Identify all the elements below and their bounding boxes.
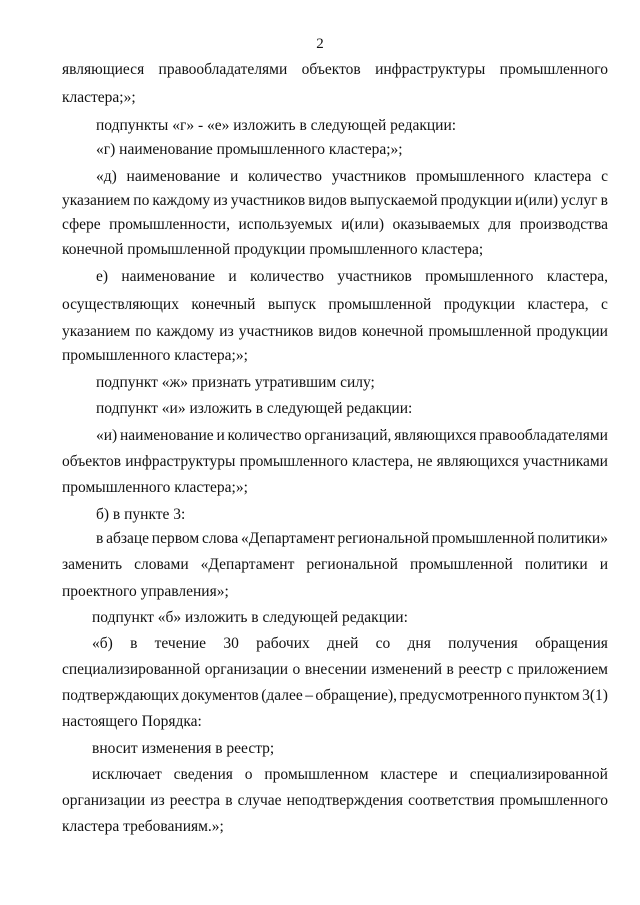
word: организаций, — [304, 427, 392, 444]
word: реестр — [458, 661, 502, 678]
word: количество — [227, 427, 302, 444]
word: сфере — [62, 216, 101, 233]
text-line — [62, 192, 608, 210]
word: в — [225, 792, 233, 809]
text-line: настоящего Порядка: — [62, 713, 202, 730]
word: участников — [238, 323, 314, 340]
word: кластера, — [546, 268, 608, 285]
word: промышленном — [264, 766, 369, 783]
word: региональной — [337, 530, 430, 547]
text-line — [96, 268, 608, 286]
word: выпускаемой — [349, 192, 438, 209]
text-line — [62, 453, 608, 471]
word: наименование — [126, 168, 221, 185]
word: в — [96, 530, 104, 547]
word: обращения — [535, 635, 608, 652]
word: из — [219, 323, 234, 340]
text-line — [96, 427, 608, 445]
word: производства — [519, 216, 608, 233]
word: и — [229, 168, 239, 185]
word: и(или) — [341, 216, 385, 233]
word: осуществляющих — [62, 296, 179, 313]
word: слова — [201, 530, 239, 547]
word: специализированной — [62, 661, 201, 678]
word: обращение), — [315, 687, 397, 704]
word: сведения — [173, 766, 233, 783]
word: и — [216, 427, 225, 444]
word: оказываемых — [392, 216, 480, 233]
word: из — [213, 192, 228, 209]
word: каждому — [156, 323, 215, 340]
text-line — [62, 61, 608, 79]
text-line: промышленного кластера;»; — [62, 479, 248, 496]
word: в — [600, 192, 608, 209]
word: «Департамент — [241, 530, 335, 547]
word: кластера, — [352, 453, 414, 470]
word: указанием — [62, 192, 131, 209]
word: политики» — [537, 530, 608, 547]
word: 30 — [223, 635, 239, 652]
text-line: промышленного кластера;»; — [62, 347, 248, 364]
word: заменить — [62, 556, 123, 573]
word: указанием — [62, 323, 131, 340]
word: участников — [230, 192, 306, 209]
word: в — [130, 635, 138, 652]
text-line: подпункт «ж» признать утратившим силу; — [96, 374, 375, 391]
word: 3(1) — [582, 687, 608, 704]
word: реестра — [169, 792, 221, 809]
text-line: конечной промышленной продукции промышленного кластера; — [62, 241, 484, 258]
word: инфраструктуры — [125, 453, 236, 470]
word: выпуск — [267, 296, 317, 313]
word: количество — [247, 168, 322, 185]
word: дня — [407, 635, 431, 652]
word: участников — [337, 268, 412, 285]
word: продукции — [440, 192, 512, 209]
text-line — [92, 635, 608, 653]
text-line — [62, 216, 608, 234]
word: промышленности, — [109, 216, 230, 233]
word: с — [601, 168, 608, 185]
word: специализированной — [469, 766, 608, 783]
word: предусмотренного — [399, 687, 522, 704]
word: с — [506, 661, 514, 678]
word: правообладателями — [158, 61, 288, 78]
word: видов — [308, 192, 347, 209]
word: правообладателями — [479, 427, 608, 444]
word: конечный — [191, 296, 256, 313]
word: промышленной — [428, 323, 532, 340]
word: – — [305, 687, 313, 704]
word: промышленной — [409, 556, 513, 573]
word: являющихся — [394, 427, 477, 444]
word: «б) — [92, 635, 113, 652]
word: объектов — [301, 61, 361, 78]
word: по — [135, 323, 152, 340]
text-line — [62, 792, 608, 810]
word: о — [292, 661, 301, 678]
word: каждому — [152, 192, 211, 209]
word: промышленного — [425, 268, 534, 285]
word: кластере — [380, 766, 438, 783]
word: продукции — [443, 296, 516, 313]
word: услуг — [561, 192, 598, 209]
text-line: подпункты «г» - «е» изложить в следующей редакции: — [96, 117, 457, 134]
word: и — [449, 766, 458, 783]
text-line — [62, 687, 608, 705]
word: изменений — [371, 661, 443, 678]
word: абзаце — [106, 530, 150, 547]
word: подтверждающих — [62, 687, 180, 704]
word: внесении — [304, 661, 367, 678]
text-line: кластера требованиям.»; — [62, 818, 224, 835]
word: не — [417, 453, 433, 470]
page-number: 2 — [316, 36, 324, 52]
word: о — [244, 766, 253, 783]
word: политики — [524, 556, 588, 573]
word: участников — [331, 168, 407, 185]
word: промышленного — [239, 453, 348, 470]
word: е) — [96, 268, 109, 285]
word: являющихся — [436, 453, 519, 470]
word: соответствия — [408, 792, 495, 809]
word: «и) — [96, 427, 118, 444]
text-line: подпункт «и» изложить в следующей редакции: — [96, 400, 413, 417]
word: кластера — [534, 168, 592, 185]
word: с — [601, 296, 608, 313]
word: «д) — [96, 168, 117, 185]
word: наименование — [120, 427, 214, 444]
text-line — [62, 661, 608, 679]
word: промышленного — [415, 168, 525, 185]
text-line — [62, 556, 608, 574]
word: приложением — [517, 661, 608, 678]
word: в — [446, 661, 454, 678]
text-line — [96, 168, 608, 186]
word: по — [133, 192, 150, 209]
word: и(или) — [515, 192, 558, 209]
text-line: кластера;»; — [62, 89, 136, 106]
word: участниками — [523, 453, 608, 470]
word: являющиеся — [62, 61, 145, 78]
text-line — [92, 766, 608, 784]
word: промышленной — [431, 530, 535, 547]
word: используемых — [238, 216, 333, 233]
word: рабочих — [256, 635, 310, 652]
word: документов — [181, 687, 259, 704]
text-line: вносит изменения в реестр; — [92, 740, 275, 757]
word: продукции — [536, 323, 608, 340]
word: «Департамент — [200, 556, 295, 573]
word: неподтверждения — [286, 792, 404, 809]
word: и — [599, 556, 608, 573]
text-line: «г) наименование промышленного кластера;»; — [96, 141, 403, 158]
word: исключает — [92, 766, 162, 783]
word: организации — [62, 792, 146, 809]
word: со — [375, 635, 391, 652]
word: количество — [250, 268, 324, 285]
word: пунктом — [524, 687, 580, 704]
text-line — [62, 296, 608, 314]
word: промышленной — [328, 296, 432, 313]
text-line — [62, 323, 608, 341]
word: из — [150, 792, 165, 809]
word: объектов — [62, 453, 122, 470]
word: и — [228, 268, 237, 285]
word: инфраструктуры — [375, 61, 486, 78]
word: региональной — [306, 556, 398, 573]
word: конечной — [362, 323, 424, 340]
text-line: подпункт «б» изложить в следующей редакции: — [92, 609, 408, 626]
word: промышленного — [499, 792, 608, 809]
word: (далее — [261, 687, 303, 704]
word: словами — [134, 556, 189, 573]
word: организации — [204, 661, 288, 678]
word: первом — [151, 530, 200, 547]
text-line: б) в пункте 3: — [96, 506, 186, 523]
word: течение — [154, 635, 207, 652]
text-line — [96, 530, 608, 548]
word: видов — [318, 323, 357, 340]
word: кластера, — [527, 296, 589, 313]
word: наименование — [121, 268, 216, 285]
word: получения — [448, 635, 518, 652]
word: дней — [327, 635, 359, 652]
word: промышленного — [499, 61, 608, 78]
word: для — [488, 216, 512, 233]
text-line: проектного управления»; — [62, 583, 229, 600]
word: случае — [237, 792, 282, 809]
